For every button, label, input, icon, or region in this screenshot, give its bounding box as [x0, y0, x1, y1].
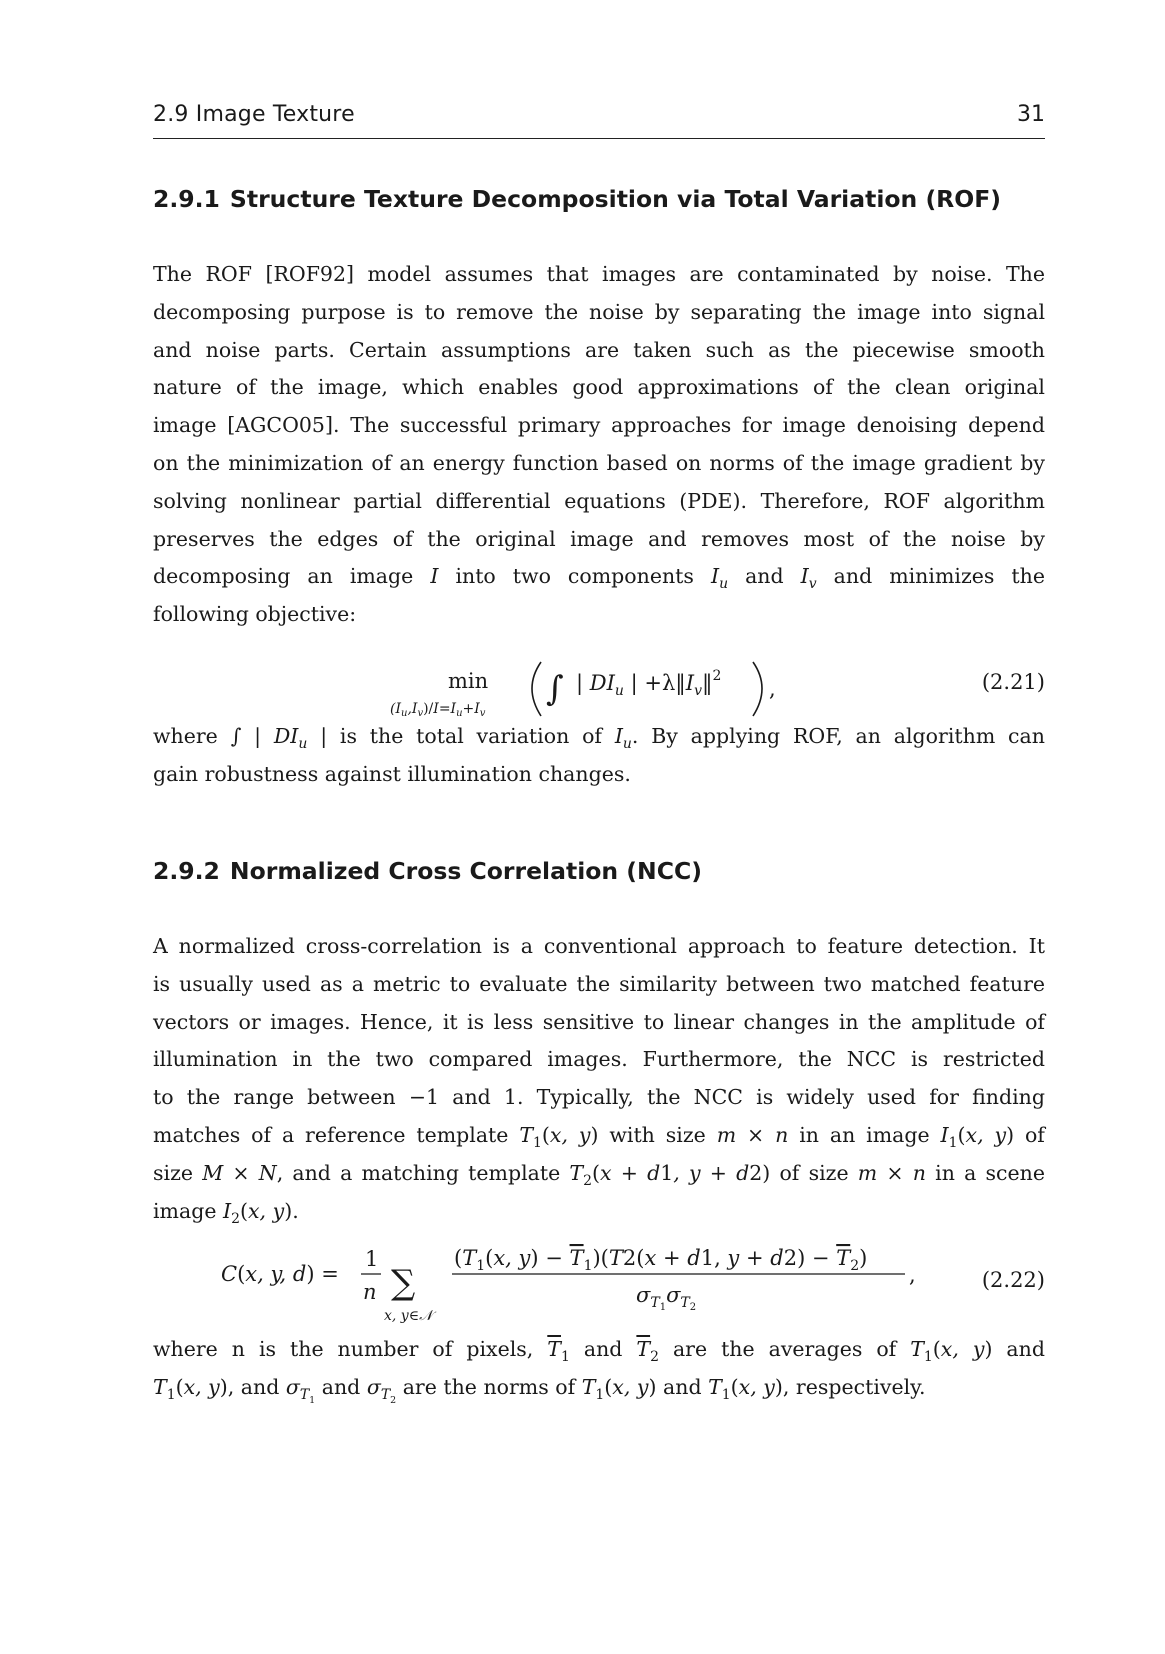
svg-text:σT1σT2: $\sigma_T1\sigma_T2$ [636, 1283, 697, 1313]
section-number: 2.9.2 [153, 857, 220, 885]
text-line: A normalized cross-correlation is a conventional approach to feature detection. It [153, 934, 1045, 958]
svg-text:C(x, y, d) =: C(x, y, d) = [221, 1262, 339, 1286]
equation-ncc-formula [153, 1236, 1045, 1331]
equation-number: (2.22) [981, 1268, 1045, 1292]
text-line: to the range between −1 and 1. Typically, the NCC is widely used for finding [153, 1085, 1045, 1110]
text-line: solving nonlinear partial differential equations (PDE). Therefore, ROF algorithm [153, 488, 1045, 513]
equation-2-22 [153, 1236, 1045, 1331]
paragraph-ncc-intro [153, 928, 1045, 1230]
section-number: 2.9.1 [153, 185, 220, 213]
text-line: illumination in the two compared images. Furthermore, the NCC is restricted [153, 1047, 1045, 1072]
text-line: matches of a reference template $T_1(x$, y) with size m × n in an image $I_1(x$, y) of [153, 1122, 1045, 1152]
svg-text:,: , [909, 1263, 916, 1287]
text-line: following objective: [153, 602, 357, 627]
text-line: gain robustness against illumination changes. [153, 761, 631, 786]
equation-rof-formula [153, 656, 1045, 726]
text-line: decomposing an image I into two components $I_u$ and $I_v$ and minimizes the [153, 564, 1045, 593]
svg-text:(Iu,Iv)/I=Iu+Iv: $(I_u,I_v)/I=I_u+I_v$ [390, 701, 486, 719]
text-line: $T_1(x$, y), and $\sigma_{T_1}$ and $\sigma_{T_2}$ are the norms of $T_1(x$, y) and $T_1(x$, y), respectively. [153, 1374, 926, 1406]
equation-2-21 [153, 656, 1045, 726]
svg-text:| DIu | +λ‖Iv‖2: | $DI_u$ | $+\lambda‖I_v‖^2$ [576, 668, 722, 699]
svg-text:x, y∈𝒩: x, y∈𝒩 [384, 1308, 433, 1324]
paragraph-rof-intro [153, 256, 1045, 634]
svg-text:∫: ∫ [546, 669, 564, 709]
text-line: is usually used as a metric to evaluate the similarity between two matched feature [153, 971, 1045, 996]
page-number: 31 [1017, 102, 1045, 127]
section-heading-rof [153, 185, 1001, 213]
text-line: on the minimization of an energy function based on norms of the image gradient by [153, 450, 1045, 475]
text-line: image $I_2(x$, y). [153, 1198, 299, 1227]
section-title: Normalized Cross Correlation (NCC) [229, 857, 702, 885]
running-header-title: 2.9 Image Texture [153, 102, 355, 127]
running-header [153, 102, 1045, 139]
text-line: image [AGCO05]. The successful primary approaches for image denoising depend [153, 413, 1045, 438]
text-line: The ROF [ROF92] model assumes that images are contaminated by noise. The [153, 262, 1045, 286]
svg-text:min: min [448, 669, 489, 693]
text-line: and noise parts. Certain assumptions are taken such as the piecewise smooth [153, 337, 1045, 362]
svg-text:1: 1 [365, 1247, 379, 1271]
text-line: preserves the edges of the original image and removes most of the noise by [153, 526, 1045, 551]
text-line: vectors or images. Hence, it is less sensitive to linear changes in the amplitude of [153, 1009, 1045, 1034]
svg-text:∑: ∑ [391, 1263, 416, 1303]
section-title: Structure Texture Decomposition via Total Variation (ROF) [229, 185, 1002, 213]
text-line: where n is the number of pixels, $\overline{T}_1$ and $\overline{T}_2$ are the averages of $T_1(x$, y) and [153, 1337, 1045, 1366]
paragraph-ncc-after-equation [153, 1331, 1045, 1407]
equation-number: (2.21) [981, 670, 1045, 694]
paragraph-rof-after-equation [153, 718, 1045, 794]
text-line: nature of the image, which enables good approximations of the clean original [153, 375, 1045, 400]
text-line: decomposing purpose is to remove the noise by separating the image into signal [153, 299, 1045, 324]
section-heading-ncc [153, 857, 702, 885]
text-line: size M × N, and a matching template $T_2(x + d1$, y + d2) of size m × n in a scene [153, 1160, 1045, 1189]
svg-text:n: n [363, 1280, 377, 1304]
svg-text:(T1(x, y) − T1)(T2(x + d1, y +: ($T_1(x$, $y) - T_1)(T2(x + d1$, $y + d2) - T_2$) [454, 1246, 868, 1274]
text-line: where ∫ | $DI_u$ | is the total variation of $I_u$. By applying ROF, an algorithm can [153, 724, 1045, 753]
svg-text:,: , [769, 677, 776, 701]
